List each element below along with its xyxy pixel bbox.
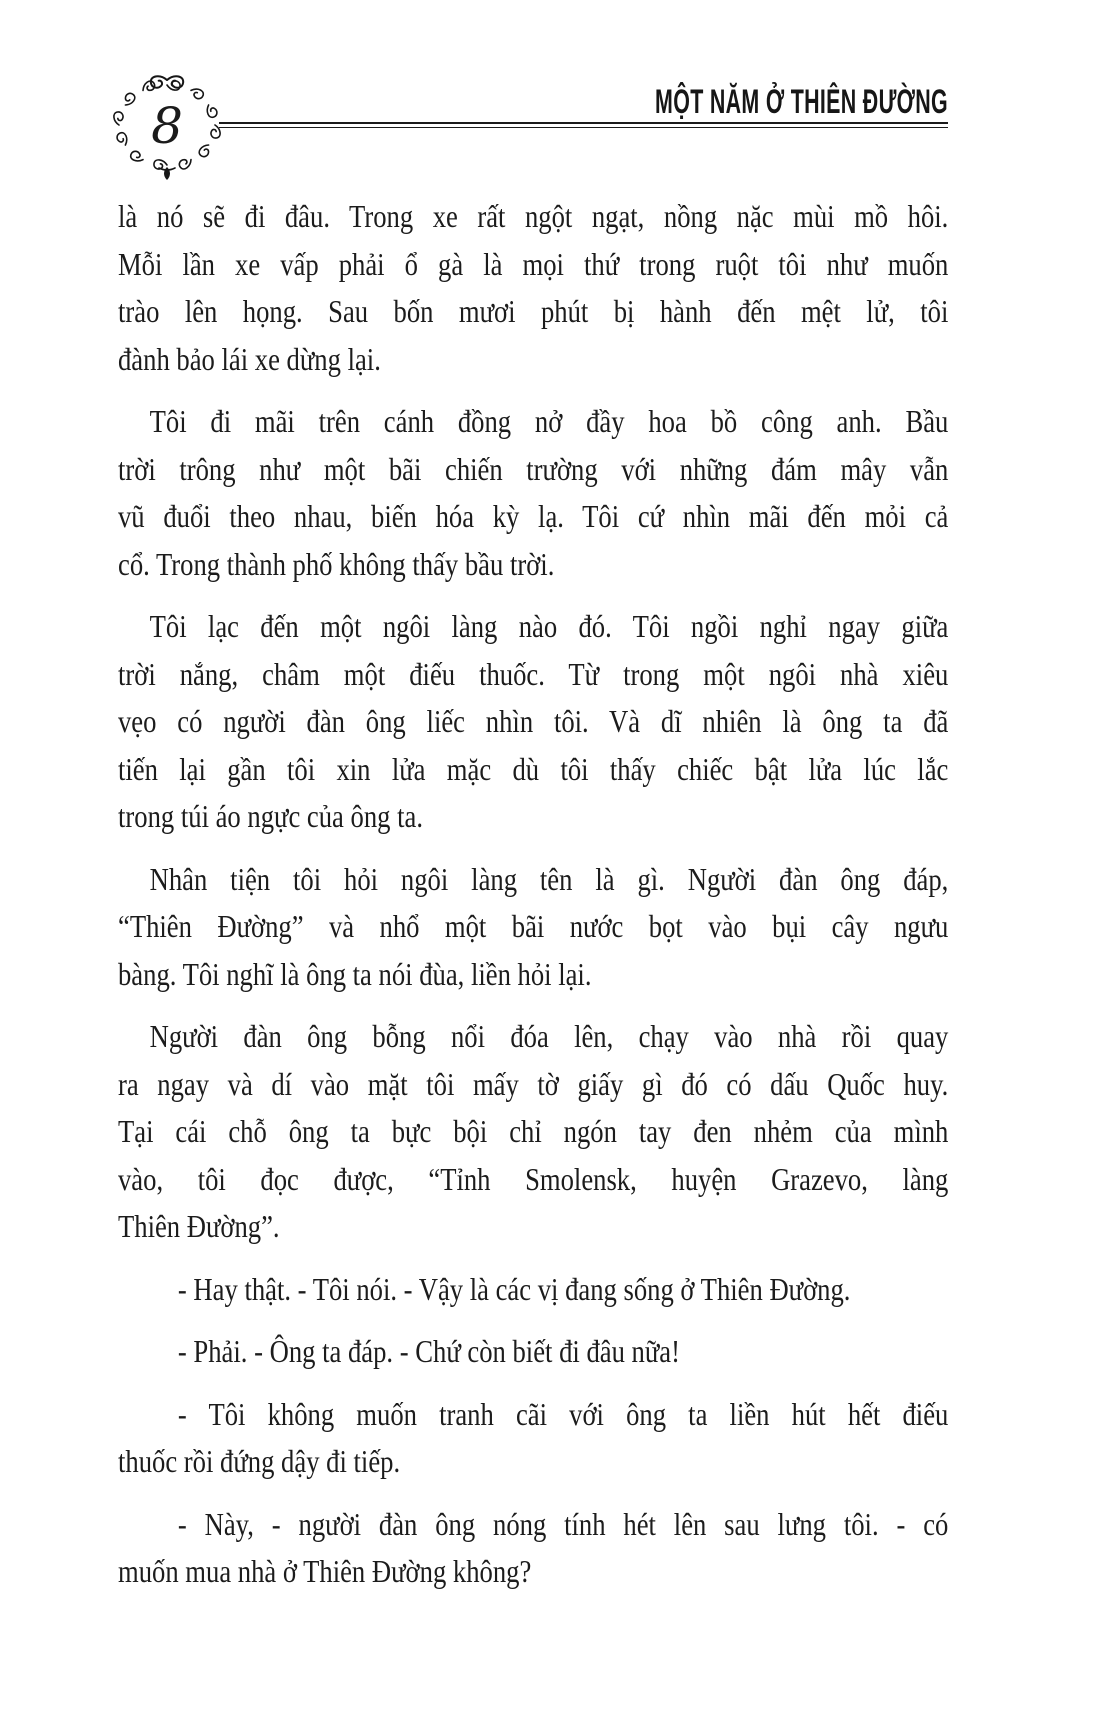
body-text (118, 193, 948, 1596)
text-line: - Hay thật. - Tôi nói. - Vậy là các vị đang sống ở Thiên Đường. (177, 1270, 851, 1307)
running-title: MỘT NĂM Ở THIÊN ĐƯỜNG (655, 83, 948, 121)
text-line: “Thiên Đường” và nhổ một bãi nước bọt vào bụi cây ngưu (118, 908, 949, 944)
text-line: trong túi áo ngực của ông ta. (118, 798, 423, 834)
text-line: tiến lại gần tôi xin lửa mặc dù tôi thấy chiếc bật lửa lúc lắc (118, 750, 949, 787)
text-line: trào lên họng. Sau bốn mươi phút bị hành đến mệt lử, tôi (118, 293, 949, 329)
text-line: thuốc rồi đứng dậy đi tiếp. (118, 1443, 401, 1479)
paragraph (118, 1013, 948, 1251)
page-number: 8 (151, 97, 183, 155)
text-line: Tôi đi mãi trên cánh đồng nở đầy hoa bồ công anh. Bầu (149, 403, 949, 439)
text-line: - Này, - người đàn ông nóng tính hét lên sau lưng tôi. - có (177, 1505, 949, 1542)
text-line: Mỗi lần xe vấp phải ổ gà là mọi thứ trong ruột tôi như muốn (118, 245, 949, 282)
text-line: ra ngay và dí vào mặt tôi mấy tờ giấy gì đó có dấu Quốc huy. (118, 1065, 949, 1102)
paragraph (118, 1328, 948, 1376)
text-line: muốn mua nhà ở Thiên Đường không? (118, 1553, 532, 1589)
paragraph (118, 1266, 948, 1314)
text-line: Thiên Đường”. (118, 1208, 280, 1244)
paragraph (118, 603, 948, 841)
text-line: bàng. Tôi nghĩ là ông ta nói đùa, liền hỏi lại. (118, 955, 592, 992)
paragraph (118, 856, 948, 999)
text-line: vào, tôi đọc được, “Tỉnh Smolensk, huyện Grazevo, làng (118, 1160, 949, 1197)
text-line: vũ đuổi theo nhau, biến hóa kỳ lạ. Tôi cứ nhìn mãi đến mỏi cả (118, 498, 949, 534)
text-line: trời nắng, châm một điếu thuốc. Từ trong một ngôi nhà xiêu (118, 655, 949, 692)
paragraph (118, 1391, 948, 1486)
header-rule (219, 122, 948, 128)
paragraph (118, 193, 948, 383)
text-line: - Phải. - Ông ta đáp. - Chứ còn biết đi đâu nữa! (177, 1333, 680, 1369)
text-line: đành bảo lái xe dừng lại. (118, 340, 381, 377)
text-line: trời trông như một bãi chiến trường với những đám mây vẫn (118, 450, 949, 487)
text-line: - Tôi không muốn tranh cãi với ông ta liền hút hết điếu (177, 1395, 949, 1432)
text-line: Nhân tiện tôi hỏi ngôi làng tên là gì. Người đàn ông đáp, (149, 860, 949, 897)
paragraph (118, 398, 948, 588)
paragraph (118, 1501, 948, 1596)
text-line: Tại cái chỗ ông ta bực bội chỉ ngón tay đen nhẻm của mình (118, 1113, 949, 1149)
text-line: là nó sẽ đi đâu. Trong xe rất ngột ngạt, nồng nặc mùi mồ hôi. (118, 198, 949, 234)
page-number-ornament-icon (106, 71, 228, 183)
text-line: Tôi lạc đến một ngôi làng nào đó. Tôi ngồi nghỉ ngay giữa (149, 608, 949, 644)
text-line: vẹo có người đàn ông liếc nhìn tôi. Và dĩ nhiên là ông ta đã (118, 703, 949, 739)
text-line: Người đàn ông bỗng nổi đóa lên, chạy vào nhà rồi quay (149, 1018, 949, 1054)
text-line: cổ. Trong thành phố không thấy bầu trời. (118, 545, 555, 582)
